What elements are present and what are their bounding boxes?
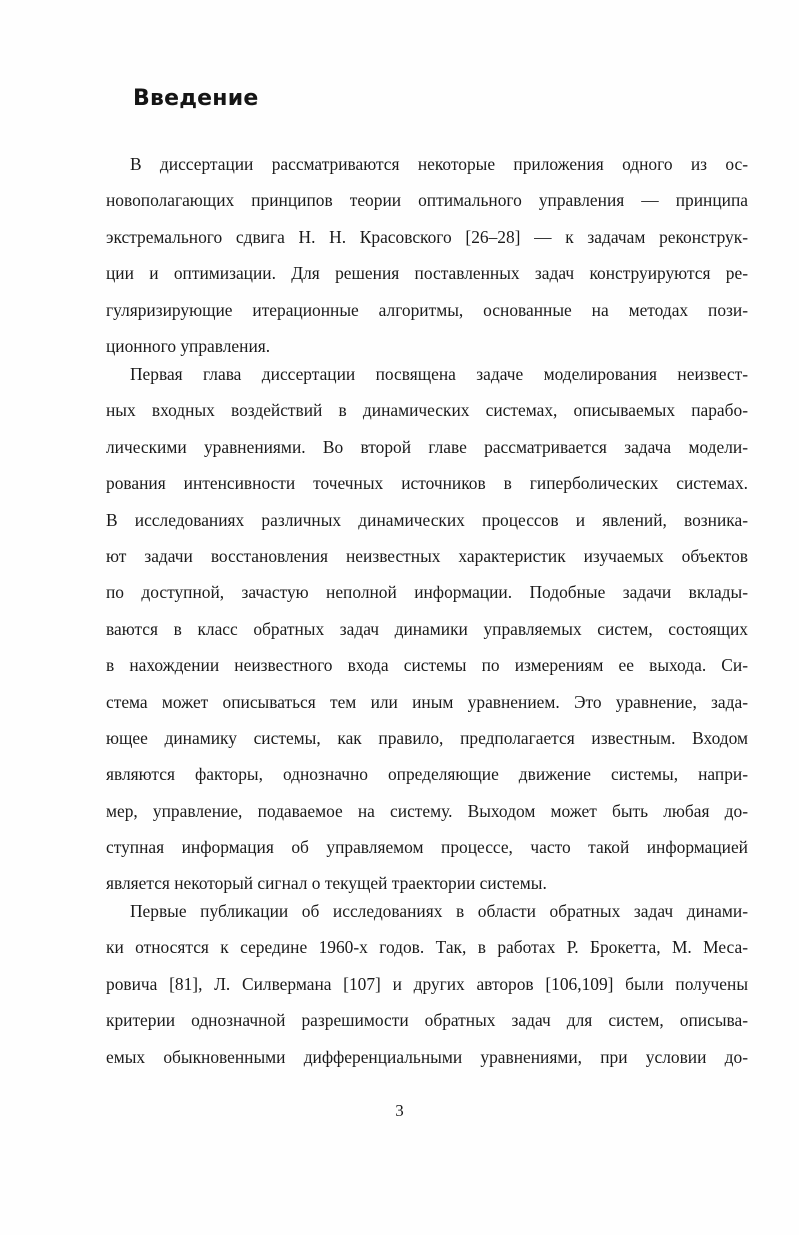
text-line: ционного управления. (106, 335, 271, 356)
text-line: является некоторый сигнал о текущей траектории системы. (106, 873, 547, 894)
paragraph-1 (106, 146, 748, 364)
text-line: В диссертации рассматриваются некоторые приложения одного из ос- (130, 154, 748, 174)
text-line: ют задачи восстановления неизвестных характеристик изучаемых объектов (106, 545, 748, 566)
text-line: ющее динамику системы, как правило, предполагается известным. Входом (106, 727, 748, 748)
text-line: рования интенсивности точечных источников в гиперболических системах. (106, 473, 748, 494)
paragraph-2 (106, 356, 748, 902)
text-line: ровича [81], Л. Силвермана [107] и других авторов [106,109] были получены (106, 973, 748, 994)
text-line: Первые публикации об исследованиях в области обратных задач динами- (130, 901, 748, 921)
text-line: ных входных воздействий в динамических системах, описываемых парабо- (106, 400, 748, 421)
text-line: новополагающих принципов теории оптимального управления — принципа (106, 190, 748, 211)
section-heading: Введение (133, 86, 259, 111)
text-line: ступная информация об управляемом процессе, часто такой информацией (106, 837, 748, 858)
text-line: критерии однозначной разрешимости обратных задач для систем, описыва- (106, 1010, 748, 1031)
text-line: по доступной, зачастую неполной информации. Подобные задачи вклады- (106, 582, 748, 603)
text-line: экстремального сдвига Н. Н. Красовского [26–28] — к задачам реконструк- (106, 226, 748, 247)
text-line: ваются в класс обратных задач динамики управляемых систем, состоящих (106, 618, 748, 639)
text-line: гуляризирующие итерационные алгоритмы, основанные на методах пози- (106, 299, 748, 320)
text-line: Первая глава диссертации посвящена задаче моделирования неизвест- (130, 364, 748, 384)
text-line: В исследованиях различных динамических процессов и явлений, возника- (106, 509, 748, 530)
paragraph-3 (106, 893, 748, 1075)
text-line: стема может описываться тем или иным уравнением. Это уравнение, зада- (106, 691, 748, 712)
text-line: ки относятся к середине 1960-х годов. Так, в работах Р. Брокетта, М. Меса- (106, 937, 748, 958)
text-line: емых обыкновенными дифференциальными уравнениями, при условии до- (106, 1046, 748, 1067)
text-line: в нахождении неизвестного входа системы по измерениям ее выхода. Си- (106, 655, 748, 676)
text-line: лическими уравнениями. Во второй главе рассматривается задача модели- (106, 436, 748, 457)
text-line: ции и оптимизации. Для решения поставленных задач конструируются ре- (106, 263, 748, 284)
text-line: мер, управление, подаваемое на систему. Выходом может быть любая до- (106, 800, 748, 821)
page-number: 3 (395, 1101, 404, 1120)
text-line: являются факторы, однозначно определяющие движение системы, напри- (106, 764, 748, 785)
